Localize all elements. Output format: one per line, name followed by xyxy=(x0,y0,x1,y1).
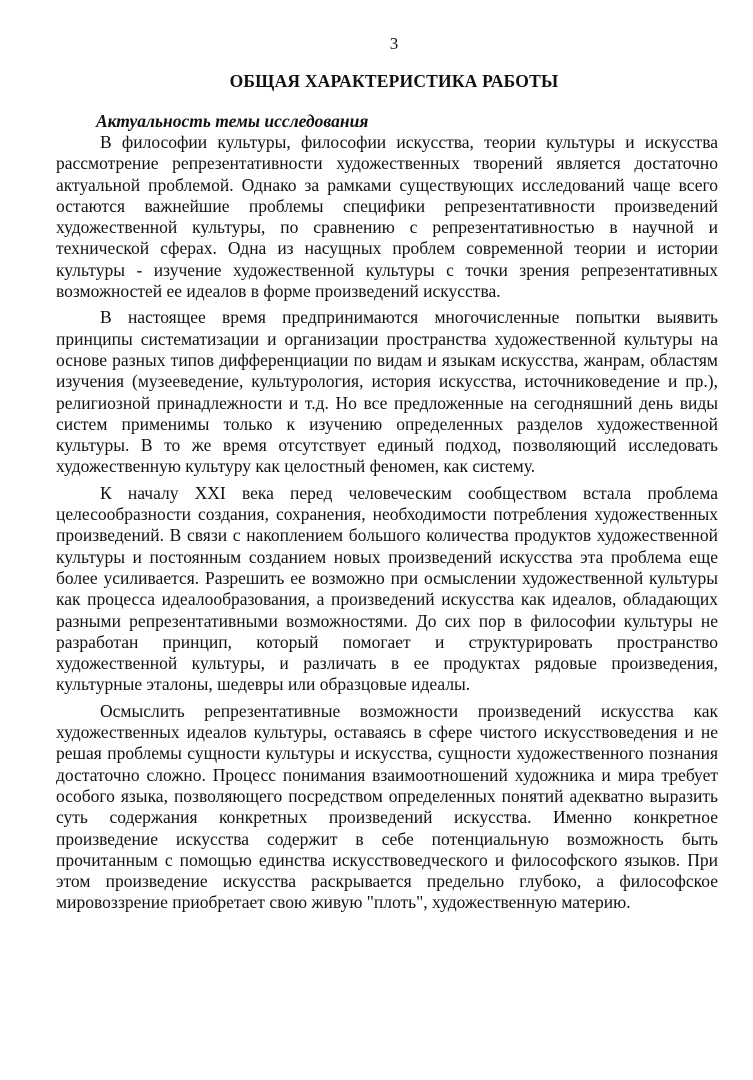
paragraph-2: В настоящее время предпринимаются многочисленные попытки выявить принципы систематизации и организации пространства художественной культуры на основе разных типов дифференциации по видам и языкам искусства, жанрам, областям изучения (музееведение, культурология, история искусства, источниковедение и пр.), религиозной принадлежности и т.д. Но все предложенные на сегодняшний день виды систем применимы только к изучению определенных разделов художественной культуры. В то же время отсутствует единый подход, позволяющий исследовать художественную культуру как целостный феномен, как систему. xyxy=(56,307,718,477)
paragraph-1: В философии культуры, философии искусства, теории культуры и искусства рассмотрение репрезентативности художественных творений является достаточно актуальной проблемой. Однако за рамками существующих исследований чаще всего остаются важнейшие проблемы специфики репрезентативности произведений художественной культуры, по сравнению с репрезентативностью в научной и технической сферах. Одна из насущных проблем современной теории и истории культуры - изучение художественной культуры с точки зрения репрезентативных возможностей ее идеалов в форме произведений искусства. xyxy=(56,132,718,302)
paragraph-4: Осмыслить репрезентативные возможности произведений искусства как художественных идеалов культуры, оставаясь в сфере чистого искусствоведения и не решая проблемы сущности культуры и искусства, сущности художественного познания достаточно сложно. Процесс понимания взаимоотношений художника и мира требует особого языка, позволяющего посредством определенных понятий адекватно выразить суть содержания конкретных произведений искусства. Именно конкретное произведение искусства содержит в себе потенциальную возможность быть прочитанным с помощью единства искусствоведческого и философского языков. При этом произведение искусства раскрывается предельно глубоко, а философское мировоззрение приобретает свою живую "плоть", художественную материю. xyxy=(56,700,718,913)
page-title: ОБЩАЯ ХАРАКТЕРИСТИКА РАБОТЫ xyxy=(229,71,559,91)
document-page xyxy=(56,34,718,914)
paragraph-3: К началу XXI века перед человеческим сообществом встала проблема целесообразности создания, сохранения, необходимости потребления художественных произведений. В связи с накоплением большого количества продуктов художественной культуры и постоянным созданием новых произведений искусства эта проблема еще более усиливается. Разрешить ее возможно при осмыслении художественной культуры как процесса идеалообразования, а произведений искусства как идеалов, обладающих разными репрезентативными возможностями. До сих пор в философии культуры не разработан принцип, который помогает и структурировать пространство художественной культуры, и различать в ее продуктах рядовые произведения, культурные эталоны, шедевры или образцовые идеалы. xyxy=(56,482,718,695)
section-heading: Актуальность темы исследования xyxy=(96,111,369,131)
page-number: 3 xyxy=(389,34,399,53)
